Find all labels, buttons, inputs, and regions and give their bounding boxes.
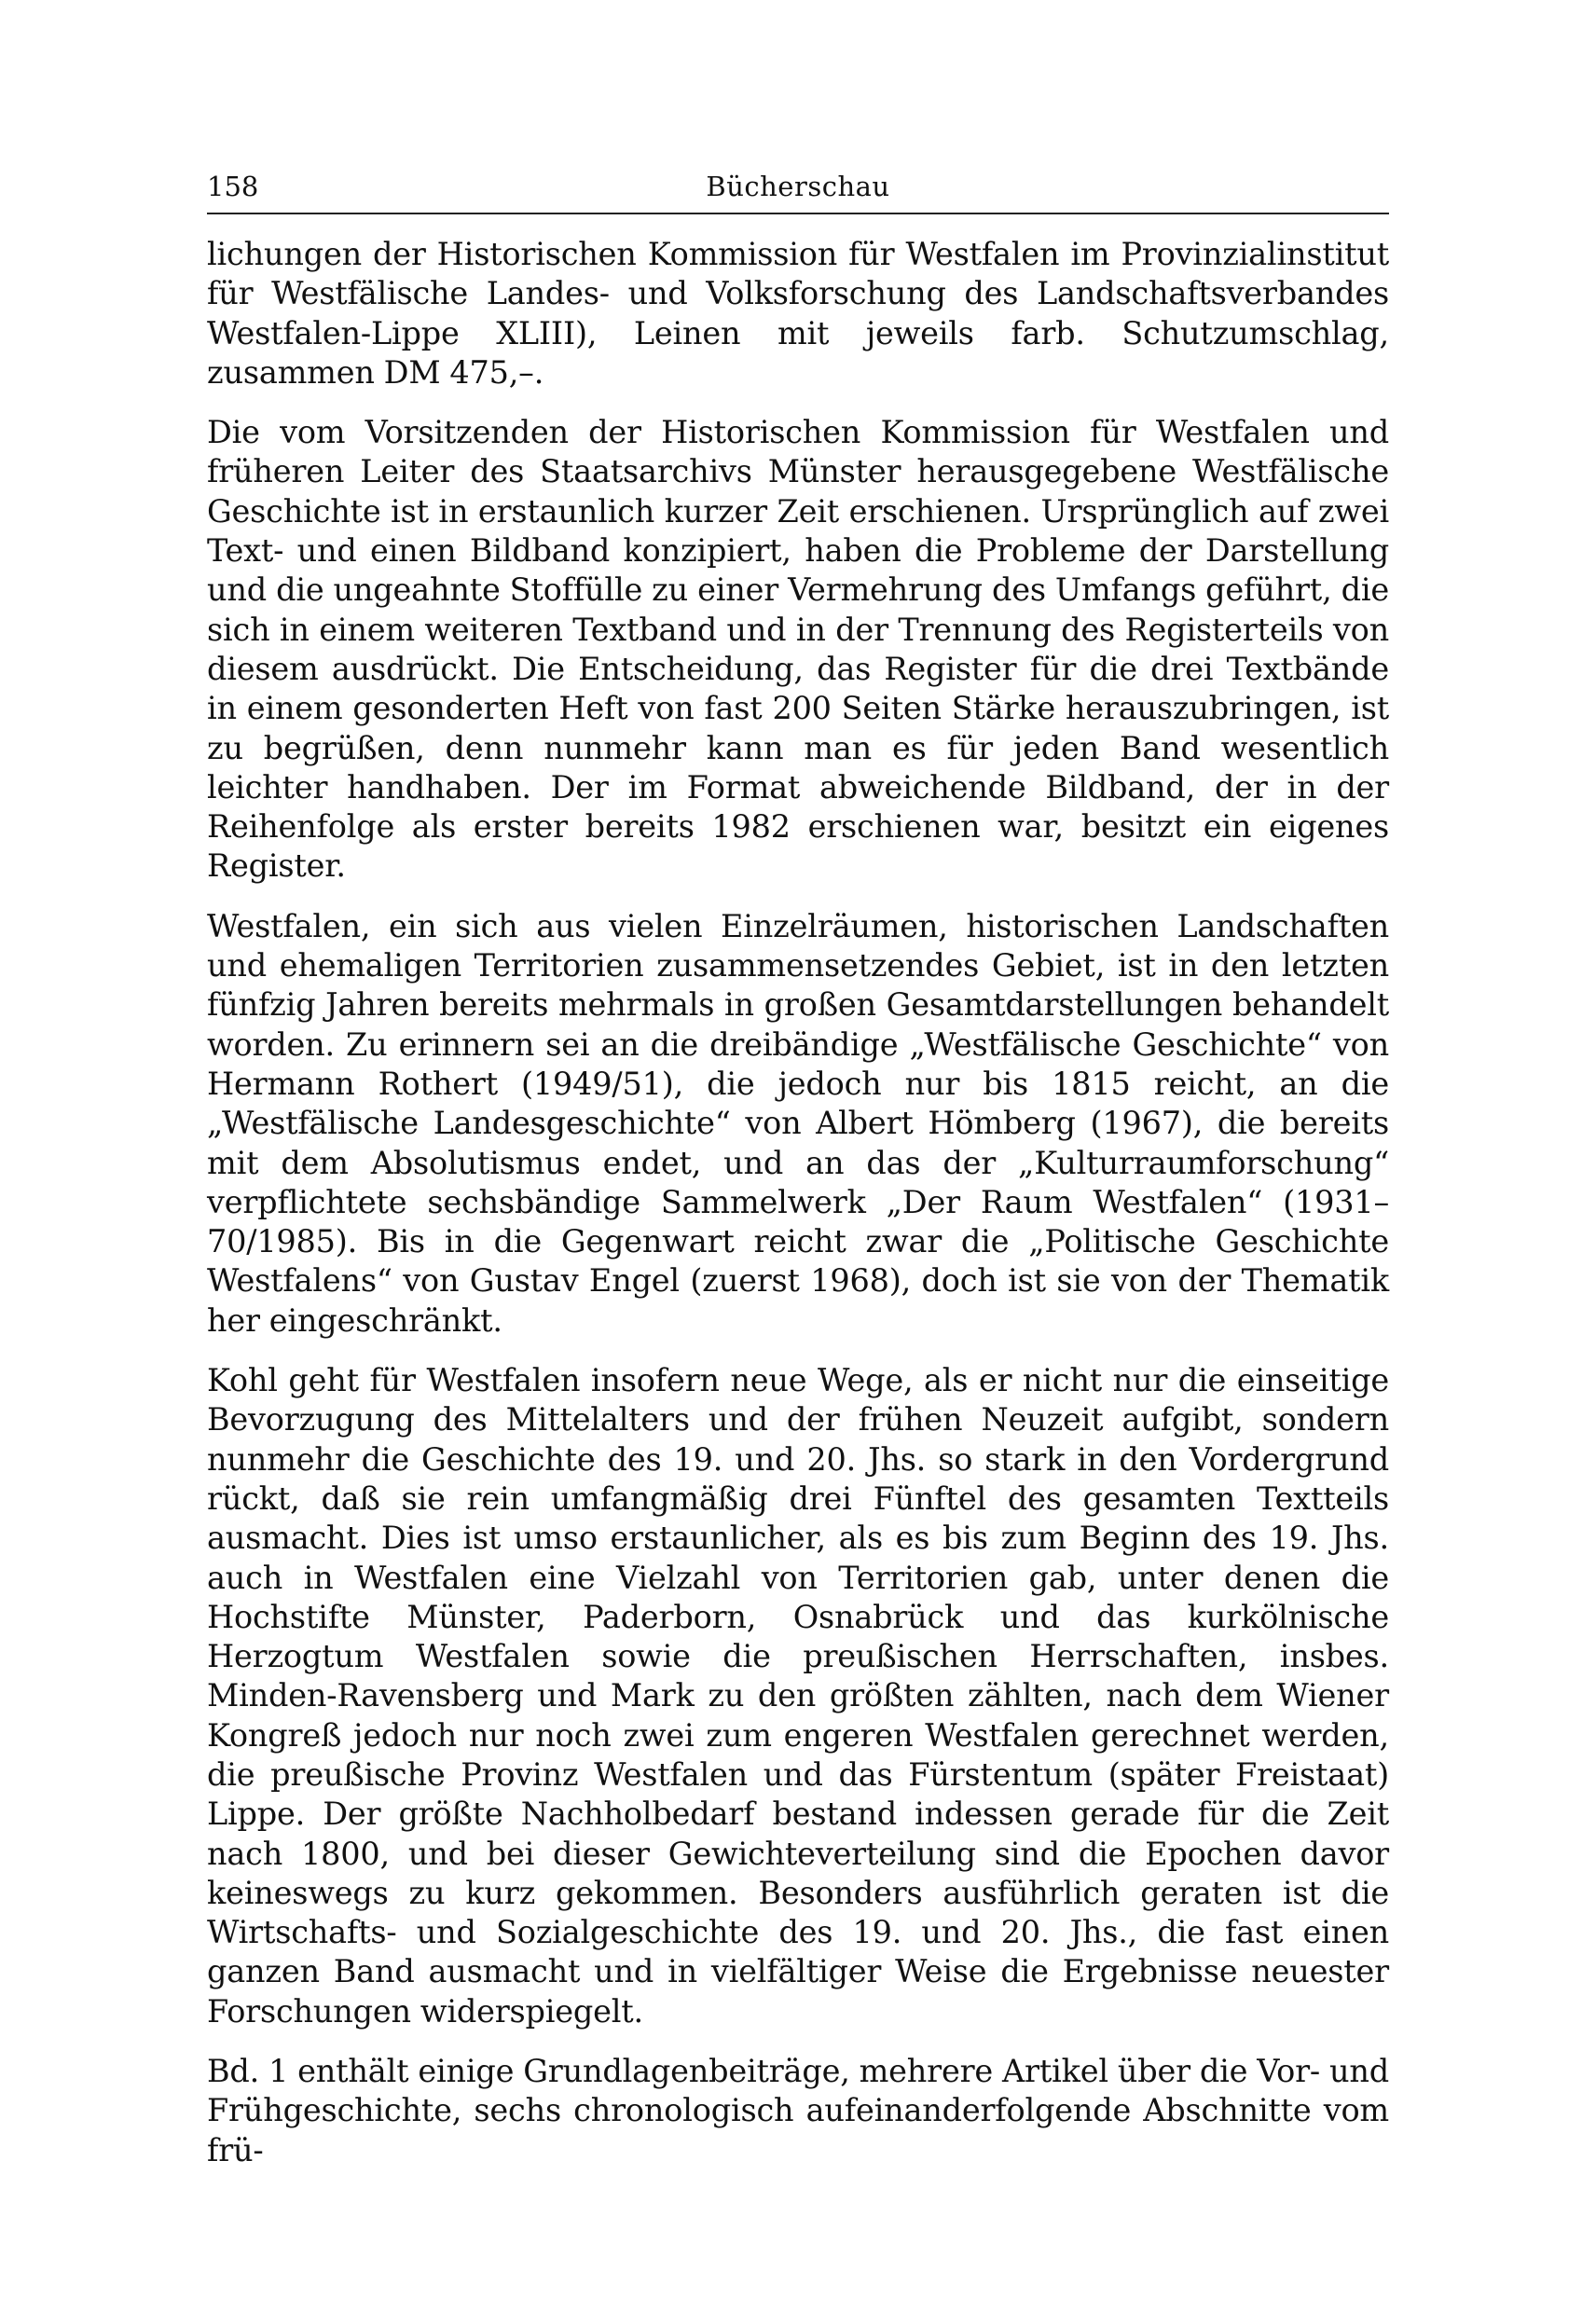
body-text bbox=[207, 235, 1389, 2170]
page-number: 158 bbox=[207, 171, 259, 202]
paragraph-2: Die vom Vorsitzenden der Historischen Kommission für Westfalen und früheren Leiter des Staatsarchivs Münster herausgegebene Westfälische Geschichte ist in erstaunlich kurzer Zeit erschienen. Ursprünglich auf zwei Text- und einen Bildband konzipiert, haben die Probleme der Darstellung und die ungeahnte Stoffülle zu einer Vermehrung des Umfangs geführt, die sich in einem weiteren Textband und in der Trennung des Registerteils von diesem ausdrückt. Die Entscheidung, das Register für die drei Textbände in einem gesonderten Heft von fast 200 Seiten Stärke herauszubringen, ist zu begrüßen, denn nunmehr kann man es für jeden Band wesentlich leichter handhaben. Der im Format abweichende Bildband, der in der Reihenfolge als erster bereits 1982 erschienen war, besitzt ein eigenes Register. bbox=[207, 414, 1389, 885]
document-page bbox=[207, 168, 1389, 2191]
paragraph-4: Kohl geht für Westfalen insofern neue Wege, als er nicht nur die einseitige Bevorzugung des Mittelalters und der frühen Neuzeit aufgibt, sondern nunmehr die Geschichte des 19. und 20. Jhs. so stark in den Vordergrund rückt, daß sie rein umfangmäßig drei Fünftel des gesamten Textteils ausmacht. Dies ist umso erstaunlicher, als es bis zum Beginn des 19. Jhs. auch in Westfalen eine Vielzahl von Territorien gab, unter denen die Hochstifte Münster, Paderborn, Osnabrück und das kurkölnische Herzogtum Westfalen sowie die preußischen Herrschaften, insbes. Minden-Ravensberg und Mark zu den größten zählten, nach dem Wiener Kongreß jedoch nur noch zwei zum engeren Westfalen gerechnet werden, die preußische Provinz Westfalen und das Fürstentum (später Freistaat) Lippe. Der größte Nachholbedarf bestand indessen gerade für die Zeit nach 1800, und bei dieser Gewichteverteilung sind die Epochen davor keineswegs zu kurz gekommen. Besonders ausführlich geraten ist die Wirtschafts- und Sozialgeschichte des 19. und 20. Jhs., die fast einen ganzen Band ausmacht und in vielfältiger Weise die Ergebnisse neuester Forschungen widerspiegelt. bbox=[207, 1362, 1389, 2030]
running-header bbox=[207, 168, 1389, 214]
running-title: Bücherschau bbox=[706, 171, 890, 202]
paragraph-5: Bd. 1 enthält einige Grundlagenbeiträge, mehrere Artikel über die Vor- und Frühgeschichte, sechs chronologisch aufeinanderfolgende Abschnitte vom frü- bbox=[207, 2053, 1389, 2168]
paragraph-1: lichungen der Historischen Kommission für Westfalen im Provinzialinstitut für Westfälische Landes- und Volksforschung des Landschaftsverbandes Westfalen-Lippe XLIII), Leinen mit jeweils farb. Schutzumschlag, zusammen DM 475,–. bbox=[207, 236, 1389, 391]
paragraph-3: Westfalen, ein sich aus vielen Einzelräumen, historischen Landschaften und ehemaligen Territorien zusammensetzendes Gebiet, ist in den letzten fünfzig Jahren bereits mehrmals in großen Gesamtdarstellungen behandelt worden. Zu erinnern sei an die dreibändige „Westfälische Geschichte“ von Hermann Rothert (1949/51), die jedoch nur bis 1815 reicht, an die „Westfälische Landesgeschichte“ von Albert Hömberg (1967), die bereits mit dem Absolutismus endet, und an das der „Kulturraumforschung“ verpflichtete sechsbändige Sammelwerk „Der Raum Westfalen“ (1931–70/1985). Bis in die Gegenwart reicht zwar die „Politische Geschichte Westfalens“ von Gustav Engel (zuerst 1968), doch ist sie von der Thematik her eingeschränkt. bbox=[207, 907, 1389, 1339]
